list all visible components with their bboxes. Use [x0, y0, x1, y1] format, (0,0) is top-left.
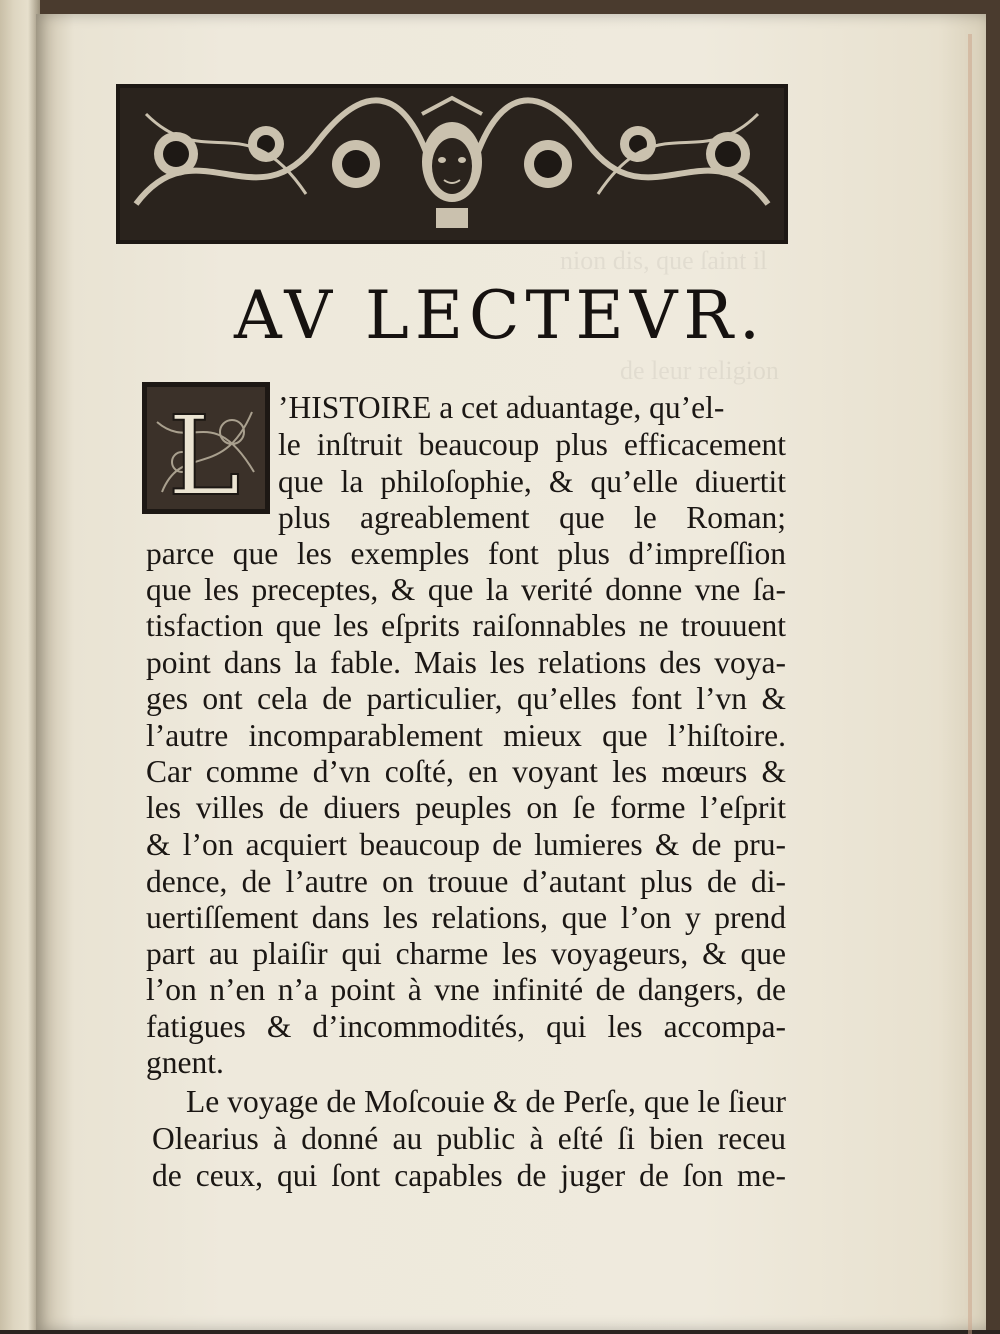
text-line: point dans la fable. Mais les relations des voya-: [146, 645, 786, 680]
text-line: que la philoſophie, & qu’elle diuertit: [278, 464, 786, 499]
text-line: tisfaction que les eſprits raiſonnables ne trouuent: [146, 608, 786, 643]
text-line: les villes de diuers peuples on ſe forme l’eſprit: [146, 790, 786, 825]
text-line: uertiſſement dans les relations, que l’on y prend: [146, 900, 786, 935]
text-line: plus agreablement que le Roman;: [278, 500, 786, 535]
text-line: fatigues & d’incommodités, qui les accompa-: [146, 1009, 786, 1044]
show-through-text-2: de leur religion: [620, 356, 779, 385]
text-line: part au plaiſir qui charme les voyageurs, & que: [146, 936, 786, 971]
text-line: l’on n’en n’a point à vne infinité de dangers, de: [146, 972, 786, 1007]
text-line: l’autre incomparablement mieux que l’hiſtoire.: [146, 718, 786, 753]
text-line: parce que les exemples font plus d’impreſſion: [146, 536, 786, 571]
show-through-text: nion dis, que ſaint il: [560, 246, 768, 275]
text-line: de ceux, qui ſont capables de juger de ſon me-: [152, 1158, 786, 1193]
dropcap-initial: [142, 382, 270, 514]
text-line: Olearius à donné au public à eſté ſi bien receu: [152, 1121, 786, 1156]
page-fore-edge: [968, 34, 972, 1334]
text-line: dence, de l’autre on trouue d’autant plus de di-: [146, 864, 786, 899]
text-line: Car comme d’vn coſté, en voyant les mœurs &: [146, 754, 786, 789]
text-line: gnent.: [146, 1045, 224, 1080]
page-title: AV LECTEVR.: [233, 277, 767, 354]
text-line: & l’on acquiert beaucoup de lumieres & de pru-: [146, 827, 786, 862]
text-line: ’HISTOIRE a cet aduantage, qu’el-: [278, 390, 725, 425]
dropcap-letter: L: [167, 392, 241, 514]
text-line: que les preceptes, & que la verité donne vne ſa-: [146, 572, 786, 607]
ornamental-headpiece: [116, 84, 788, 244]
left-page-edge: [0, 0, 40, 1330]
text-line: le inſtruit beaucoup plus efficacement: [278, 427, 786, 462]
text-line: Le voyage de Moſcouie & de Perſe, que le ſieur: [186, 1084, 786, 1119]
text-line: ges ont cela de particulier, qu’elles font l’vn &: [146, 681, 786, 716]
